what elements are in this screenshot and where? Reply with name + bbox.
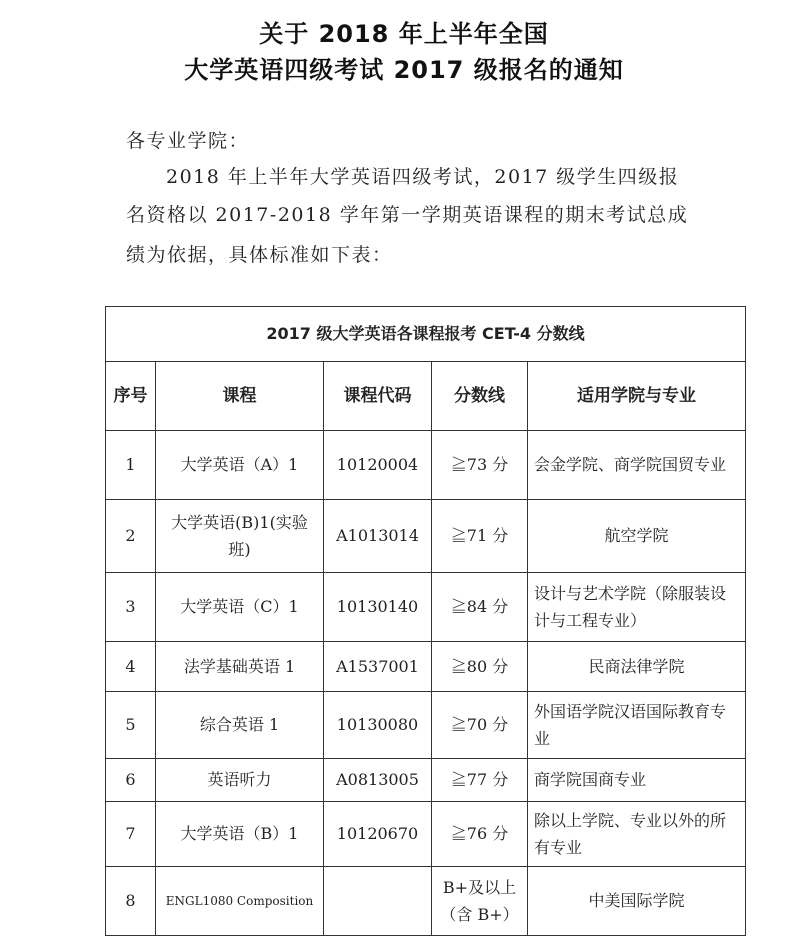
table-row [106, 500, 746, 573]
row-code: A1537001 [324, 642, 432, 692]
row-code: A0813005 [324, 759, 432, 802]
paragraph-line-2: 名资格以 2017-2018 学年第一学期英语课程的期末考试总成 [126, 204, 689, 226]
header-course: 课程 [156, 362, 324, 431]
notice-title-line-1: 关于 2018 年上半年全国 [259, 20, 549, 48]
table-row [106, 573, 746, 642]
salutation: 各专业学院： [126, 130, 250, 152]
score-threshold-table [105, 306, 746, 936]
row-code: A1013014 [324, 500, 432, 573]
header-score: 分数线 [432, 362, 528, 431]
row-course: 综合英语 1 [156, 692, 324, 759]
row-no: 7 [106, 802, 156, 867]
row-scope: 设计与艺术学院（除服装设计与工程专业） [528, 573, 746, 642]
row-score: ≧70 分 [432, 692, 528, 759]
row-code [324, 867, 432, 936]
row-score: B+及以上（含 B+） [432, 867, 528, 936]
row-course: 法学基础英语 1 [156, 642, 324, 692]
row-scope: 外国语学院汉语国际教育专业 [528, 692, 746, 759]
row-score: ≧76 分 [432, 802, 528, 867]
row-code: 10130080 [324, 692, 432, 759]
table-row [106, 692, 746, 759]
paragraph-line-1: 2018 年上半年大学英语四级考试，2017 级学生四级报 [166, 166, 680, 188]
table-caption: 2017 级大学英语各课程报考 CET-4 分数线 [106, 307, 746, 362]
table-row [106, 759, 746, 802]
row-course: 大学英语(B)1(实验班) [156, 500, 324, 573]
row-code: 10120670 [324, 802, 432, 867]
row-code: 10130140 [324, 573, 432, 642]
row-scope: 除以上学院、专业以外的所有专业 [528, 802, 746, 867]
table-row [106, 431, 746, 500]
row-course: ENGL1080 Composition [156, 867, 324, 936]
row-no: 5 [106, 692, 156, 759]
row-score: ≧80 分 [432, 642, 528, 692]
header-code: 课程代码 [324, 362, 432, 431]
row-scope: 航空学院 [528, 500, 746, 573]
row-no: 1 [106, 431, 156, 500]
header-scope: 适用学院与专业 [528, 362, 746, 431]
row-course: 英语听力 [156, 759, 324, 802]
table-row [106, 642, 746, 692]
row-scope: 民商法律学院 [528, 642, 746, 692]
row-score: ≧71 分 [432, 500, 528, 573]
row-no: 3 [106, 573, 156, 642]
row-scope: 会金学院、商学院国贸专业 [528, 431, 746, 500]
row-scope: 中美国际学院 [528, 867, 746, 936]
row-course: 大学英语（A）1 [156, 431, 324, 500]
row-course: 大学英语（C）1 [156, 573, 324, 642]
row-no: 2 [106, 500, 156, 573]
header-no: 序号 [106, 362, 156, 431]
row-no: 8 [106, 867, 156, 936]
row-no: 6 [106, 759, 156, 802]
table-row [106, 802, 746, 867]
row-code: 10120004 [324, 431, 432, 500]
row-score: ≧73 分 [432, 431, 528, 500]
notice-title-line-2: 大学英语四级考试 2017 级报名的通知 [184, 56, 624, 84]
row-scope: 商学院国商专业 [528, 759, 746, 802]
row-course: 大学英语（B）1 [156, 802, 324, 867]
table-header-row [106, 362, 746, 431]
row-score: ≧77 分 [432, 759, 528, 802]
paragraph-line-3: 绩为依据，具体标准如下表： [126, 244, 393, 266]
table-row [106, 867, 746, 936]
row-score: ≧84 分 [432, 573, 528, 642]
row-no: 4 [106, 642, 156, 692]
